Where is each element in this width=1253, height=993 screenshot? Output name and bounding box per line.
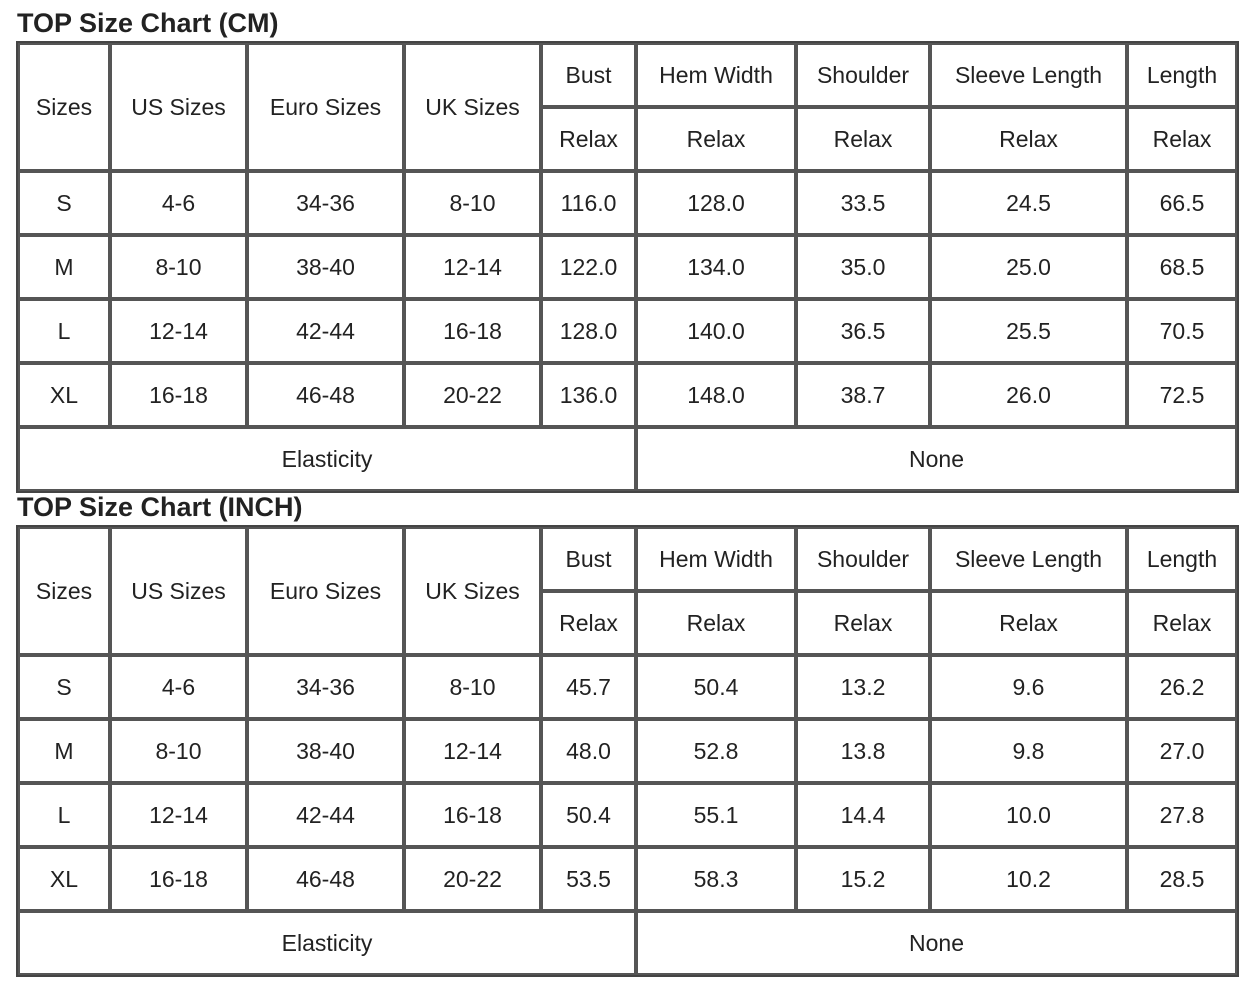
size-label-cell: S <box>18 171 110 235</box>
table-cell: 148.0 <box>636 363 796 427</box>
table-cell: 26.2 <box>1127 655 1237 719</box>
table-cell: 10.0 <box>930 783 1127 847</box>
table-cell: 33.5 <box>796 171 930 235</box>
relax-subheader-cell: Relax <box>796 591 930 655</box>
table-cell: 25.0 <box>930 235 1127 299</box>
size-label-cell: S <box>18 655 110 719</box>
size-label-cell: XL <box>18 363 110 427</box>
table-cell: 4-6 <box>110 171 247 235</box>
table-cell: 38-40 <box>247 719 404 783</box>
size-chart-title-cm: TOP Size Chart (CM) <box>17 8 279 38</box>
table-cell: 58.3 <box>636 847 796 911</box>
table-row <box>18 783 1237 847</box>
size-chart-table-cm <box>16 41 1239 493</box>
measure-header-cell: Bust <box>541 43 636 107</box>
table-cell: 42-44 <box>247 783 404 847</box>
header-row <box>18 527 1237 591</box>
size-label-cell: M <box>18 719 110 783</box>
table-row <box>18 235 1237 299</box>
table-cell: 8-10 <box>110 235 247 299</box>
size-header-cell: Euro Sizes <box>247 43 404 171</box>
measure-header-cell: Length <box>1127 43 1237 107</box>
size-header-cell: Sizes <box>18 43 110 171</box>
table-cell: 14.4 <box>796 783 930 847</box>
relax-subheader-cell: Relax <box>541 591 636 655</box>
size-label-cell: L <box>18 783 110 847</box>
table-cell: 42-44 <box>247 299 404 363</box>
table-cell: 45.7 <box>541 655 636 719</box>
table-row <box>18 299 1237 363</box>
table-cell: 16-18 <box>110 847 247 911</box>
relax-subheader-cell: Relax <box>796 107 930 171</box>
relax-subheader-cell: Relax <box>1127 107 1237 171</box>
measure-header-cell: Shoulder <box>796 527 930 591</box>
relax-subheader-cell: Relax <box>1127 591 1237 655</box>
table-cell: 68.5 <box>1127 235 1237 299</box>
table-cell: 52.8 <box>636 719 796 783</box>
size-label-cell: L <box>18 299 110 363</box>
table-cell: 38-40 <box>247 235 404 299</box>
table-cell: 66.5 <box>1127 171 1237 235</box>
table-cell: 24.5 <box>930 171 1127 235</box>
table-cell: 46-48 <box>247 847 404 911</box>
table-cell: 8-10 <box>404 655 541 719</box>
table-cell: 34-36 <box>247 171 404 235</box>
size-label-cell: XL <box>18 847 110 911</box>
size-header-cell: US Sizes <box>110 527 247 655</box>
measure-header-cell: Sleeve Length <box>930 43 1127 107</box>
elasticity-value: None <box>636 427 1237 491</box>
table-cell: 20-22 <box>404 847 541 911</box>
table-cell: 122.0 <box>541 235 636 299</box>
measure-header-cell: Hem Width <box>636 43 796 107</box>
size-header-cell: Sizes <box>18 527 110 655</box>
table-cell: 55.1 <box>636 783 796 847</box>
measure-header-cell: Sleeve Length <box>930 527 1127 591</box>
size-header-cell: Euro Sizes <box>247 527 404 655</box>
table-cell: 140.0 <box>636 299 796 363</box>
table-cell: 8-10 <box>404 171 541 235</box>
table-cell: 4-6 <box>110 655 247 719</box>
measure-header-cell: Shoulder <box>796 43 930 107</box>
elasticity-label: Elasticity <box>18 911 636 975</box>
table-cell: 16-18 <box>404 299 541 363</box>
elasticity-row <box>18 911 1237 975</box>
table-cell: 10.2 <box>930 847 1127 911</box>
measure-header-cell: Hem Width <box>636 527 796 591</box>
table-cell: 25.5 <box>930 299 1127 363</box>
table-cell: 34-36 <box>247 655 404 719</box>
table-cell: 26.0 <box>930 363 1127 427</box>
table-cell: 27.8 <box>1127 783 1237 847</box>
table-cell: 12-14 <box>404 719 541 783</box>
elasticity-label: Elasticity <box>18 427 636 491</box>
table-cell: 48.0 <box>541 719 636 783</box>
table-cell: 38.7 <box>796 363 930 427</box>
table-cell: 27.0 <box>1127 719 1237 783</box>
table-row <box>18 655 1237 719</box>
elasticity-row <box>18 427 1237 491</box>
size-chart-title-inch: TOP Size Chart (INCH) <box>17 492 303 522</box>
table-cell: 15.2 <box>796 847 930 911</box>
table-cell: 70.5 <box>1127 299 1237 363</box>
table-cell: 46-48 <box>247 363 404 427</box>
measure-header-cell: Bust <box>541 527 636 591</box>
header-row <box>18 43 1237 107</box>
table-cell: 134.0 <box>636 235 796 299</box>
size-header-cell: UK Sizes <box>404 527 541 655</box>
table-cell: 116.0 <box>541 171 636 235</box>
relax-subheader-cell: Relax <box>541 107 636 171</box>
table-cell: 16-18 <box>110 363 247 427</box>
size-header-cell: UK Sizes <box>404 43 541 171</box>
table-cell: 128.0 <box>636 171 796 235</box>
table-cell: 9.6 <box>930 655 1127 719</box>
table-cell: 12-14 <box>110 783 247 847</box>
table-cell: 50.4 <box>541 783 636 847</box>
table-cell: 9.8 <box>930 719 1127 783</box>
table-row <box>18 363 1237 427</box>
table-row <box>18 171 1237 235</box>
table-cell: 53.5 <box>541 847 636 911</box>
table-row <box>18 847 1237 911</box>
table-cell: 72.5 <box>1127 363 1237 427</box>
size-chart-table-inch <box>16 525 1239 977</box>
size-header-cell: US Sizes <box>110 43 247 171</box>
table-cell: 35.0 <box>796 235 930 299</box>
table-cell: 28.5 <box>1127 847 1237 911</box>
table-cell: 16-18 <box>404 783 541 847</box>
table-cell: 50.4 <box>636 655 796 719</box>
relax-subheader-cell: Relax <box>636 591 796 655</box>
table-row <box>18 719 1237 783</box>
measure-header-cell: Length <box>1127 527 1237 591</box>
table-cell: 136.0 <box>541 363 636 427</box>
table-cell: 13.8 <box>796 719 930 783</box>
table-cell: 12-14 <box>404 235 541 299</box>
table-cell: 36.5 <box>796 299 930 363</box>
table-cell: 13.2 <box>796 655 930 719</box>
table-cell: 20-22 <box>404 363 541 427</box>
table-cell: 8-10 <box>110 719 247 783</box>
relax-subheader-cell: Relax <box>930 591 1127 655</box>
relax-subheader-cell: Relax <box>636 107 796 171</box>
relax-subheader-cell: Relax <box>930 107 1127 171</box>
size-label-cell: M <box>18 235 110 299</box>
elasticity-value: None <box>636 911 1237 975</box>
table-cell: 12-14 <box>110 299 247 363</box>
table-cell: 128.0 <box>541 299 636 363</box>
